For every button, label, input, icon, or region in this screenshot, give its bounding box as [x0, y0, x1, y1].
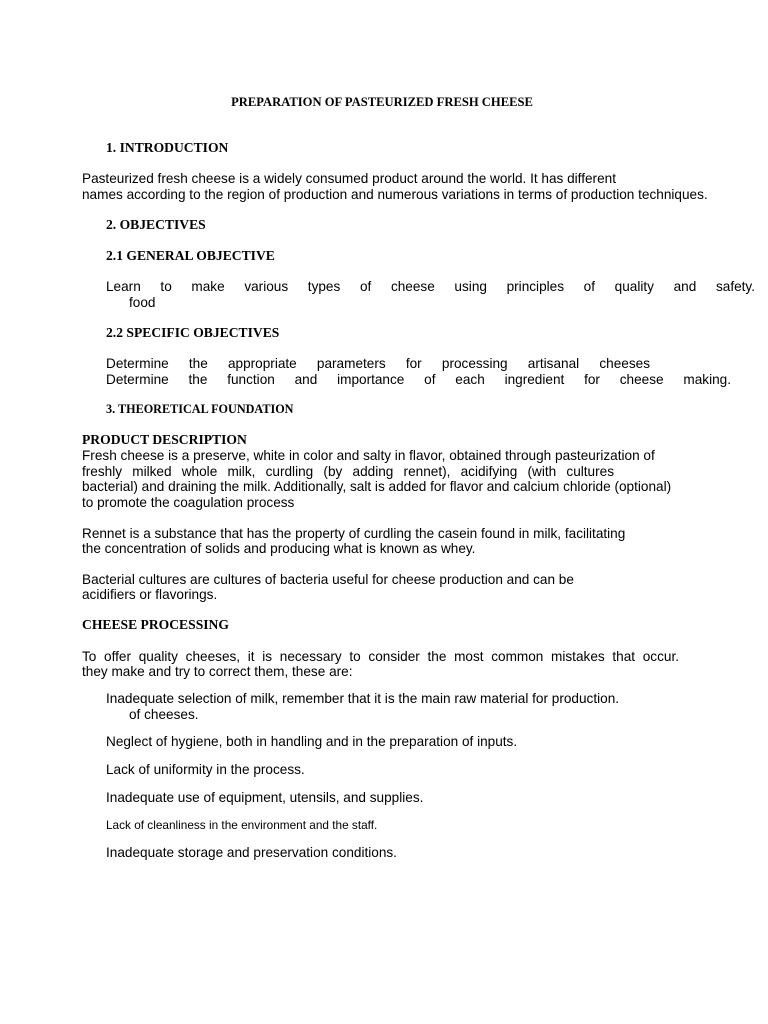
specific-objective-line-2: Determine the function and importance of each ingredient for cheese making. [106, 372, 731, 387]
subsection-heading-specific-objectives: 2.2 SPECIFIC OBJECTIVES [106, 325, 280, 340]
mistake-item-1-line-2: of cheeses. [129, 707, 199, 722]
specific-objective-line-1: Determine the appropriate parameters for processing artisanal cheeses [106, 356, 650, 371]
processing-paragraph-line-1: To offer quality cheeses, it is necessary to consider the most common mistakes that occur. [82, 649, 679, 664]
product-description-line-1: Fresh cheese is a preserve, white in color and salty in flavor, obtained through pasteurization of [82, 448, 655, 463]
subsection-heading-general-objective: 2.1 GENERAL OBJECTIVE [106, 248, 275, 263]
product-description-line-4: to promote the coagulation process [82, 495, 295, 510]
mistake-item-4: Inadequate use of equipment, utensils, and supplies. [106, 790, 424, 805]
mistake-item-6: Inadequate storage and preservation conditions. [106, 845, 397, 860]
section-heading-introduction: 1. INTRODUCTION [106, 140, 229, 155]
processing-paragraph-line-2: they make and try to correct them, these are: [82, 664, 353, 679]
mistake-item-3: Lack of uniformity in the process. [106, 762, 305, 777]
section-heading-theoretical-foundation: 3. THEORETICAL FOUNDATION [106, 402, 294, 416]
product-description-line-3: bacterial) and draining the milk. Additionally, salt is added for flavor and calcium chloride (optional) [82, 479, 672, 494]
section-heading-objectives: 2. OBJECTIVES [106, 217, 206, 232]
document-title: PREPARATION OF PASTEURIZED FRESH CHEESE [231, 95, 533, 109]
general-objective-line-1: Learn to make various types of cheese using principles of quality and safety. [106, 279, 755, 294]
product-description-line-2: freshly milked whole milk, curdling (by adding rennet), acidifying (with cultures [82, 464, 614, 479]
cultures-paragraph-line-1: Bacterial cultures are cultures of bacteria useful for cheese production and can be [82, 572, 574, 587]
mistake-item-5: Lack of cleanliness in the environment and the staff. [106, 818, 378, 832]
intro-paragraph-line-1: Pasteurized fresh cheese is a widely consumed product around the world. It has different [82, 171, 616, 186]
rennet-paragraph-line-1: Rennet is a substance that has the property of curdling the casein found in milk, facilitating [82, 526, 626, 541]
heading-cheese-processing: CHEESE PROCESSING [82, 617, 229, 632]
rennet-paragraph-line-2: the concentration of solids and producing what is known as whey. [82, 541, 476, 556]
cultures-paragraph-line-2: acidifiers or flavorings. [82, 587, 218, 602]
mistake-item-2: Neglect of hygiene, both in handling and in the preparation of inputs. [106, 734, 518, 749]
general-objective-line-2: food [129, 295, 156, 310]
intro-paragraph-line-2: names according to the region of production and numerous variations in terms of production techniques. [82, 187, 708, 202]
heading-product-description: PRODUCT DESCRIPTION [82, 432, 247, 447]
mistake-item-1-line-1: Inadequate selection of milk, remember that it is the main raw material for production. [106, 691, 620, 706]
